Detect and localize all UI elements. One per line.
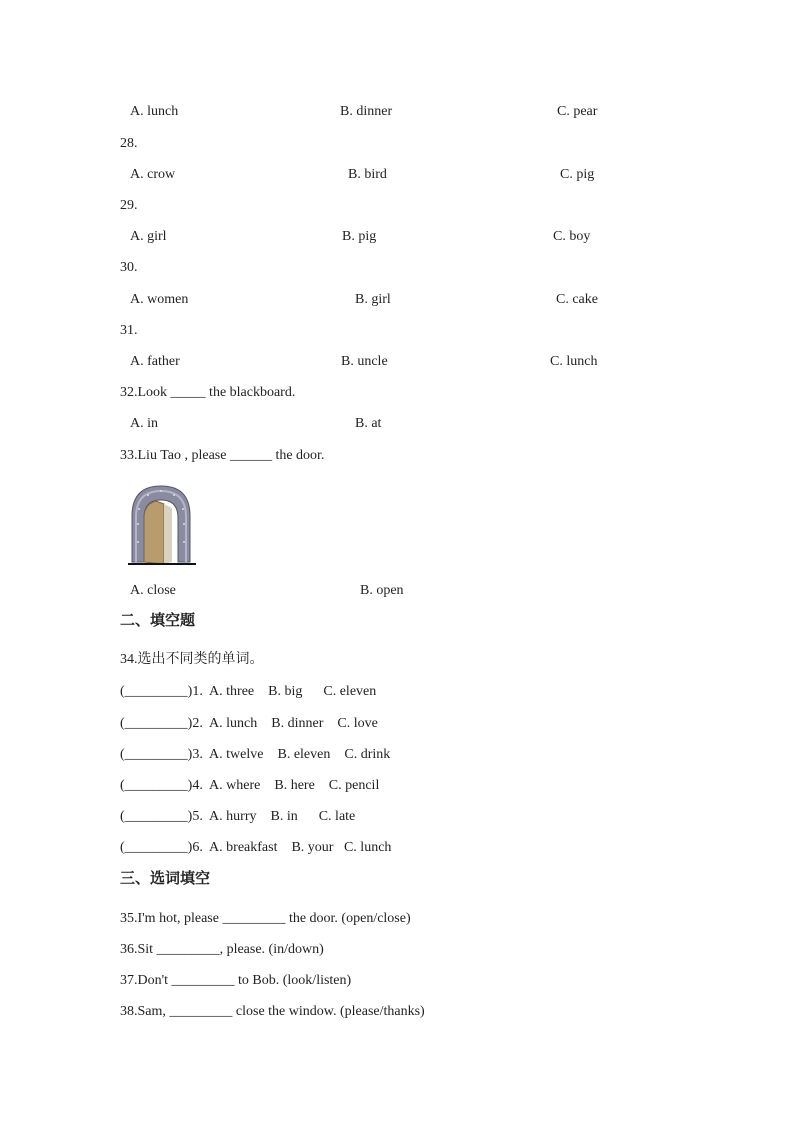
q37-text: 37.Don't _________ to Bob. (look/listen) — [120, 973, 352, 988]
q29-number: 29. — [120, 198, 138, 213]
item-text: 2. A. lunch B. dinner C. love — [192, 716, 378, 731]
answer-blank[interactable]: (_________) — [120, 684, 193, 699]
q34-item-6 — [120, 840, 391, 856]
q36-text: 36.Sit _________, please. (in/down) — [120, 942, 324, 957]
q28-option-b: B. bird — [348, 167, 387, 182]
q28-option-c: C. pig — [560, 167, 595, 182]
q29-option-a: A. girl — [130, 229, 167, 244]
q32-option-b: B. at — [355, 416, 382, 431]
q34-item-4 — [120, 778, 379, 794]
q31-option-a: A. father — [130, 354, 180, 369]
q30-option-c: C. cake — [556, 292, 598, 307]
q33-text: 33.Liu Tao , please ______ the door. — [120, 448, 325, 463]
section2-heading: 二、填空题 — [120, 611, 196, 629]
answer-blank[interactable]: (_________) — [120, 778, 193, 793]
answer-blank[interactable]: (_________) — [120, 747, 193, 762]
q34-instruction: 34.选出不同类的单词。 — [120, 652, 264, 667]
q31-option-b: B. uncle — [341, 354, 388, 369]
q29-option-b: B. pig — [342, 229, 377, 244]
answer-blank[interactable]: (_________) — [120, 716, 193, 731]
q34-item-3 — [120, 747, 390, 763]
q30-option-a: A. women — [130, 292, 189, 307]
q30-number: 30. — [120, 260, 138, 275]
answer-blank[interactable]: (_________) — [120, 809, 193, 824]
q31-option-c: C. lunch — [550, 354, 598, 369]
q33-option-b: B. open — [360, 583, 404, 598]
q38-text: 38.Sam, _________ close the window. (please/thanks) — [120, 1004, 425, 1019]
q29-option-c: C. boy — [553, 229, 591, 244]
item-text: 5. A. hurry B. in C. late — [192, 809, 356, 824]
q34-item-1 — [120, 684, 376, 700]
q27-option-b: B. dinner — [340, 104, 393, 119]
item-text: 3. A. twelve B. eleven C. drink — [192, 747, 391, 762]
item-text: 1. A. three B. big C. eleven — [192, 684, 377, 699]
q35-text: 35.I'm hot, please _________ the door. (open/close) — [120, 911, 411, 926]
item-text: 6. A. breakfast B. your C. lunch — [192, 840, 392, 855]
item-text: 4. A. where B. here C. pencil — [192, 778, 380, 793]
section3-heading: 三、选词填空 — [120, 869, 211, 887]
q30-option-b: B. girl — [355, 292, 391, 307]
q31-number: 31. — [120, 323, 138, 338]
q32-text: 32.Look _____ the blackboard. — [120, 385, 296, 400]
q28-number: 28. — [120, 136, 138, 151]
answer-blank[interactable]: (_________) — [120, 840, 193, 855]
q27-option-c: C. pear — [557, 104, 598, 119]
q28-option-a: A. crow — [130, 167, 176, 182]
door-image — [126, 484, 196, 566]
q34-item-5 — [120, 809, 355, 825]
q32-option-a: A. in — [130, 416, 158, 431]
q27-option-a: A. lunch — [130, 104, 179, 119]
q34-item-2 — [120, 716, 378, 732]
q33-option-a: A. close — [130, 583, 176, 598]
